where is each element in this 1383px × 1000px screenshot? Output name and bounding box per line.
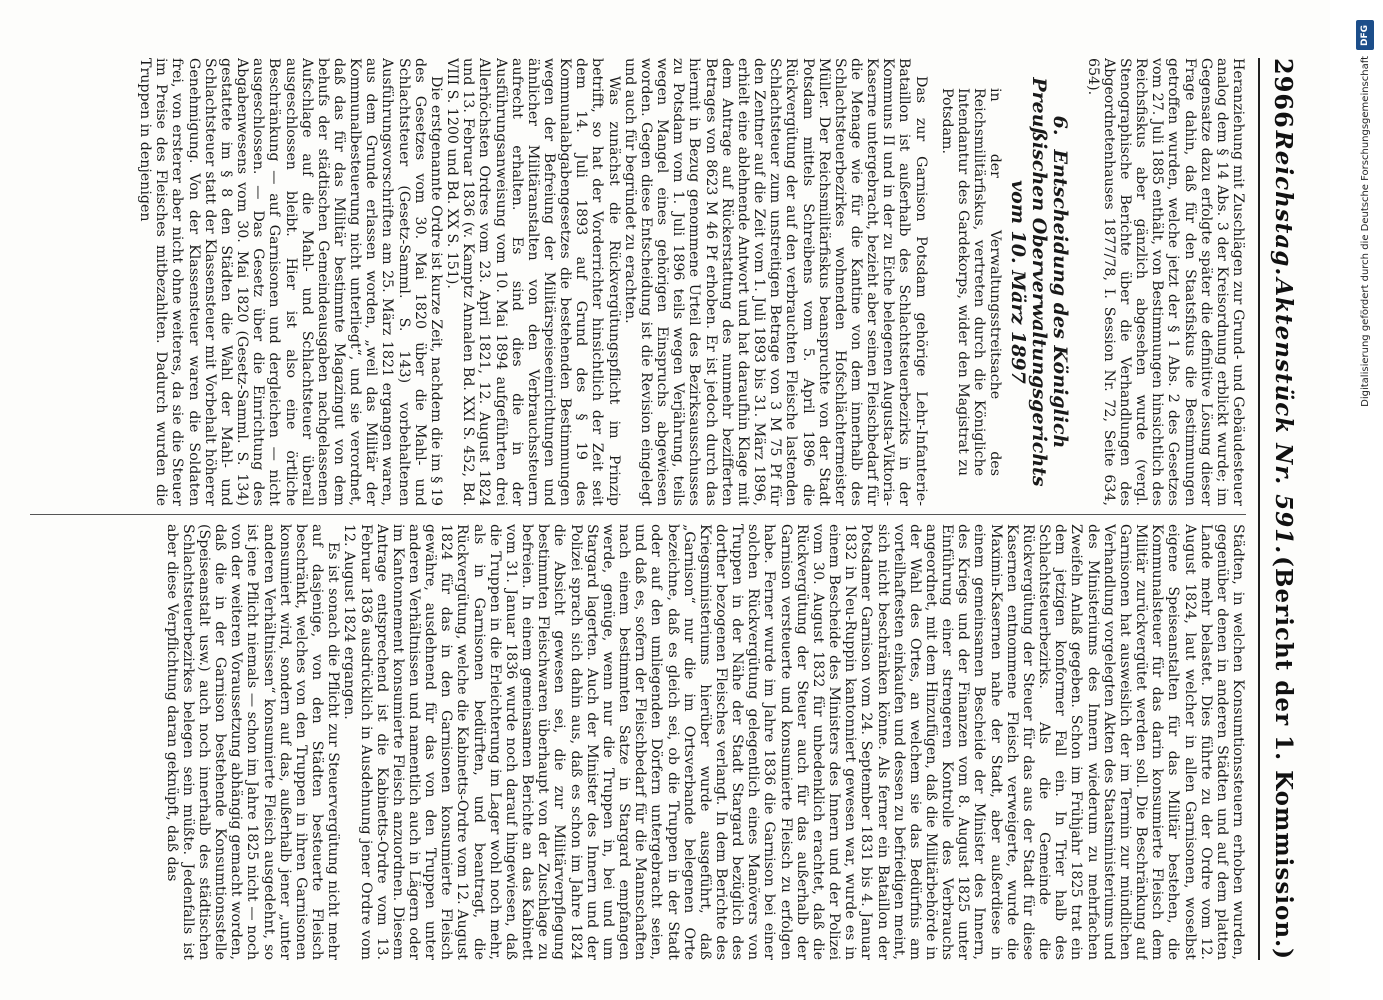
- paragraph: Städten, in welchen Konsumtionssteuern erhoben wurden, gegenüber denen in anderen Städten und auf dem platten Lande mehr belastet. Dies führte zu der Ordre vom 12. August 1824, laut welcher in allen Garnisonen, woselbst eigene Speiseanstalten für das Militär bestehen, die Kommunalsteuer für das darin konsumierte Fleisch dem Militär zurückvergütet werden soll. Die Beschränkung auf Garnisonen hat ausweislich der im Termin zur mündlichen Verhandlung vorgelegten Akten des Staatsministeriums und des Ministeriums des Innern wiederum zu mehrfachen Zweifeln Anlaß gegeben. Schon im Frühjahr 1825 trat ein dem jetzigen konformer Fall ein. In Trier halb des Schlachtsteuerbezirks. Als die Gemeinde die Rückvergütung der Steuer für das aus der Stadt für diese Kasernen entnommene Fleisch verweigerte, wurde die Maximin-Kasernen nahe der Stadt, aber außerdiese in einem gemeinsamen Bescheide der Minister des Innern, des Kriegs und der Finanzen vom 8. August 1825 unter Einführung einer strengeren Kontrolle des Verbrauchs angeordnet, mit dem Hinzufügen, daß die Militärbehörde in der Wahl des Ortes, an welchem sie das Bedürfnis am vorteilhaftesten einkaufen und dessen zu befriedigen meint, sich nicht beschränken könne. Als ferner ein Bataillon der Potsdamer Garnison vom 24. September 1831 bis 4. Januar 1832 in Neu-Ruppin kantonniert gewesen war, wurde es in einem Bescheide des Ministers des Innern und der Polizei vom 30. August 1832 für unbedenklich erachtet, daß die Rückvergütung der Steuer auch für das außerhalb der Garnison versteuerte und konsumierte Fleisch zu erfolgen habe. Ferner wurde im Jahre 1836 die Garnison bei einer solchen Rückvergütung gelegentlich eines Manövers von Truppen in der Nähe der Stadt Stargard bezüglich des dorther bezogenen Fleisches verlangt. In dem Berichte des Kriegsministeriums hierüber wurde ausgeführt, daß „Garnison“ nur die im Ortsverbande belegenen Orte bezeichne, daß es gleich sei, ob die Truppen in der Stadt oder auf den umliegenden Dörfern untergebracht seien, und daß es, sofern der Fleischbedarf für die Mannschaften nach einem bestimmten Satze in Stargard empfangen werde, genüge, wenn nur die Truppen in, bei und um Stargard lagerten. Auch der Minister des Innern und der Polizei sprach sich dahin aus, daß es schon im Jahre 1824 die Absicht gewesen sei, die zur Militärverpflegung bestimmten Fleischwaren überhaupt von der Zuschlage zu befreien. In einem gemeinsamen Berichte an das Kabinett vom 31. Januar 1836 wurde noch darauf hingewiesen, daß die Truppen in die Erleichterung im Lager wohl noch mehr, als in Garnisonen bedürften, und beantragt, die Rückvergütung, welche die Kabinetts-Ordre vom 12. August 1824 für das in den Garnisonen konsumierte Fleisch gewähre, ausdehnend für das von den Truppen unter anderen Verhältnissen und namentlich auch in Lägern oder im Kantonnement konsumierte Fleisch anzuordnen. Diesem Antrage entsprechend ist die Kabinetts-Ordre vom 13. Februar 1836 ausdrücklich in Ausdehnung jener Ordre vom 12. August 1824 ergangen.: [341, 524, 1246, 960]
- section-number: 6.: [1049, 115, 1072, 136]
- header-middle: Aktenstück Nr. 591.: [1270, 278, 1298, 555]
- paragraph: Was zunächst die Rückvergütungspflicht im Prinzip betrifft, so hat der Vorderrichter hinsichtlich der Zeit seit dem 14. Juli 1893 auf Grund des § 19 des Kommunalabgabengesetzes die bestehenden Bestimmungen wegen der Befreiung der Militärspeiseeinrichtungen und ähnlicher Militäranstalten von den Verbrauchssteuern aufrecht erhalten. Es sind dies die in der Ausführungsanweisung vom 10. Mai 1894 aufgeführten drei Allerhöchsten Ordres vom 23. April 1821, 12. August 1824 und 13. Februar 1836 (v. Kamptz Annalen Bd. XXI S. 452, Bd. VIII S. 1200 und Bd. XX S. 151).: [444, 58, 622, 506]
- page-header: [1258, 58, 1308, 960]
- dfg-logo-icon: DFG: [1356, 20, 1374, 50]
- text-column-right: [22, 524, 1246, 960]
- text-column-left: [22, 58, 1246, 506]
- digitization-credit: [1353, 20, 1377, 980]
- credit-text: Digitalisierung gefördert durch die Deutsche Forschungsgemeinschaft: [1359, 56, 1371, 407]
- section-subheading: in der Verwaltungsstreitsache des Reichsmilitärfiskus, vertreten durch die Königliche Intendantur des Gardekorps, wider den Magistrat zu Potsdam.: [938, 88, 1004, 476]
- paragraph: Das zur Garnison Potsdam gehörige Lehr-Infanterie-Bataillon ist außerhalb des Schlachtsteuerbezirks in der Kommuns II und in der zu Eiche belegenen Augusta-Viktoria-Kaserne untergebracht, bezieht aber seinen Fleischbedarf für die Menage wie für die Kantine von dem innerhalb des Schlachtsteuerbezirkes wohnenden Hofschlächtermeister Müller. Der Reichsmilitärfiskus beanspruchte von der Stadt Potsdam mittels Schreibens vom 5. April 1896 die Rückvergütung der auf den verbrauchten Fleische lastenden Schlachtsteuer zum unstreitigen Betrage von 3 M 75 Pf für den Zentner auf die Zeit vom 1. Juli 1893 bis 31. März 1896, erhielt eine ablehnende Antwort und hat daraufhin Klage mit dem Antrage auf Rückerstattung des nunmehr bezifferten Betrages von 8623 M 46 Pf erhoben. Er ist jedoch durch das hiermit in Bezug genommene Urteil des Bezirksausschusses zu Potsdam vom 1. Juli 1896 teils wegen Verjährung, teils wegen Mangel eines gehörigen Einspruchs abgewiesen worden. Gegen diese Entscheidung ist die Revision eingelegt und auch für begründet zu erachten.: [621, 58, 929, 506]
- header-left: Reichstag.: [1270, 130, 1298, 277]
- header-right: (Bericht der 1. Kommission.): [1270, 556, 1298, 960]
- column-divider: [30, 514, 1246, 515]
- paragraph: Heranziehung mit Zuschlägen zur Grund- und Gebäudesteuer analog dem § 14 Abs. 3 der Kreisordnung erblickt wurde; im Gegensatze dazu erfolgte später die definitive Lösung dieser Frage dahin, daß für den Staatsfiskus die Bestimmungen getroffen wurden, welche jetzt der § 1 Abs. 2 des Gesetzes vom 27. Juli 1885 enthält, von Bestimmungen hinsichtlich des Reichsfiskus aber gänzlich abgesehen wurde (vergl. Stenographische Berichte über die Verhandlungen des Abgeordnetenhauses 1877/78, I. Session Nr. 72, Seite 634, 654).: [1084, 58, 1246, 506]
- paragraph: Es ist sonach die Pflicht zur Steuervergütung nicht mehr auf dasjenige, von den Städten besteuerte Fleisch beschränkt, welches von den Truppen in ihren Garnisonen konsumiert wird, sondern auf das, außerhalb jener „unter anderen Verhältnissen“ konsumierte Fleisch ausgedehnt, so ist jene Pflicht niemals — schon im Jahre 1825 nicht — noch von der weiteren Voraussetzung abhängig gemacht worden, daß die in der Garnison bestehende Konsumtionsstelle (Speiseanstalt usw.) auch noch innerhalb des städtischen Schlachtsteuerbezirkes belegen sein müßte. Jedenfalls ist aber diese Verpflichtung daran geknüpft, daß das: [163, 524, 342, 960]
- paragraph: Die erstgenannte Ordre ist kurze Zeit, nachdem die im § 19 des Gesetzes vom 30. Mai 1820 über die Mahl- und Schlachtsteuer (Gesetz-Samml. S. 143) vorbehaltenen Ausführungsvorschriften am 25. März 1821 ergangen waren, aus dem Grunde erlassen worden, „weil das Militär der Kommunalbesteuerung nicht unterliegt“, und sie verordnet, daß das für das Militär bestimmte Magazingut von dem behufs der städtischen Gemeindeausgaben nachgelassenen Aufschlage auf die Mahl- und Schlachtsteuer überall ausgeschlossen bleibt. Hier ist also eine örtliche Beschränkung — auf Garnisonen und dergleichen — nicht ausgeschlossen. — Das Gesetz über die Einrichtung des Abgabenwesens vom 30. Mai 1820 (Gesetz-Samml. S. 134) gestattete im § 8 den Städten die Wahl der Mahl- und Schlachtsteuer statt der Klassensteuer mit Vorbehalt höherer Genehmigung. Von der Klassensteuer waren die Soldaten frei, von ersterer aber nicht ohne weiteres, da sie die Steuer im Preise des Fleisches mitbezahlten. Dadurch wurden die Truppen in denjenigen: [137, 58, 444, 506]
- page-number: 2966: [1269, 58, 1299, 129]
- section-heading: [1007, 58, 1070, 506]
- section-title: Entscheidung des Königlich Preußischen Oberverwaltungsgerichts vom 10. März 1897: [1007, 77, 1072, 487]
